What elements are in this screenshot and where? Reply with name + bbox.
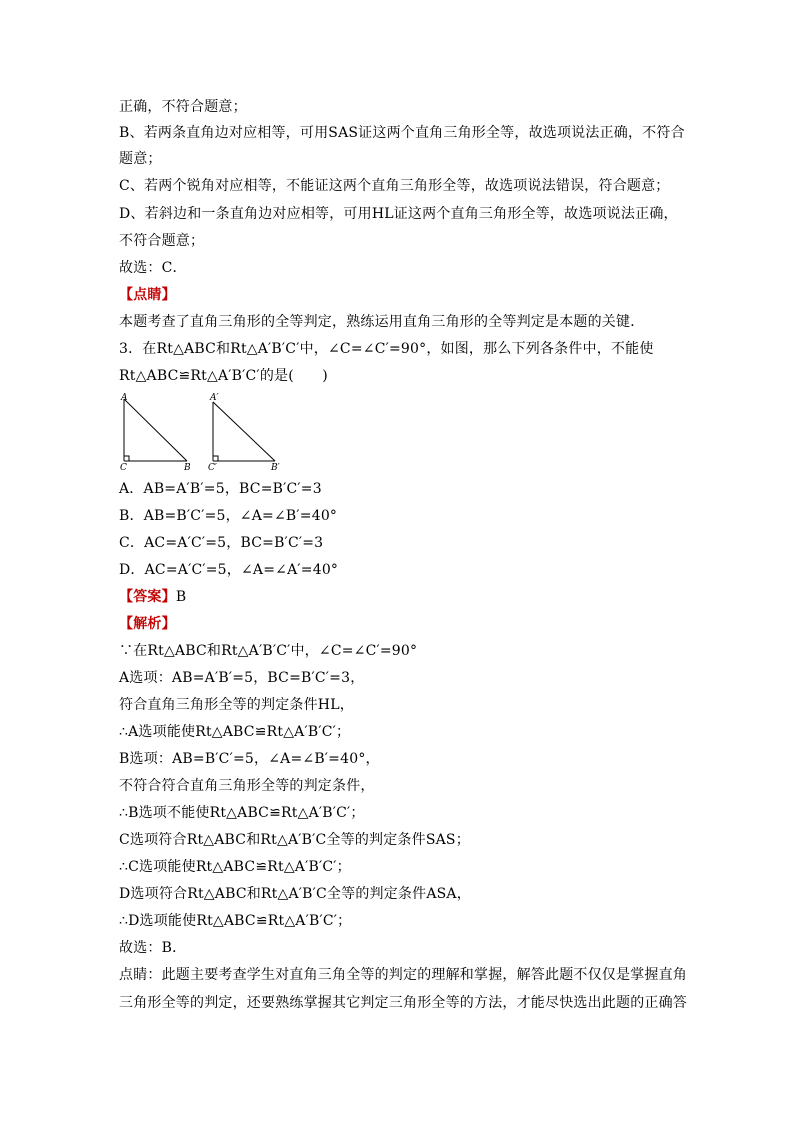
question-stem: Rt△ABC≌Rt△A′B′C′的是( )	[119, 368, 328, 384]
vertex-label-a: A	[121, 393, 128, 403]
answer-line	[119, 588, 689, 606]
section-heading-jiexi: 【解析】	[119, 616, 176, 632]
analysis-line: 不符合符合直角三角形全等的判定条件，	[119, 778, 375, 794]
text-line: 正确，不符合题意；	[119, 99, 247, 115]
triangle-abc	[124, 399, 187, 461]
text-line: D、若斜边和一条直角边对应相等，可用HL证这两个直角三角形全等，故选项说法正确，	[119, 206, 678, 222]
analysis-line: 符合直角三角形全等的判定条件HL，	[119, 697, 354, 713]
analysis-line: ∴A选项能使Rt△ABC≌Rt△A′B′C′；	[119, 724, 351, 740]
analysis-line: 三角形全等的判定，还要熟练掌握其它判定三角形全等的方法，才能尽快选出此题的正确答	[119, 995, 687, 1011]
triangle-a-prime-b-prime-c-prime	[213, 402, 275, 461]
analysis-line: 点睛：此题主要考查学生对直角三角全等的判定的理解和掌握，解答此题不仅仅是掌握直角	[119, 967, 687, 983]
question-stem: 3．在Rt△ABC和Rt△A′B′C′中，∠C=∠C′=90°，如图，那么下列各条件中，不能使	[119, 341, 654, 357]
analysis-line: ∴B选项不能使Rt△ABC≌Rt△A′B′C′；	[119, 805, 365, 821]
text-line: 不符合题意；	[119, 233, 205, 249]
analysis-line: ∵在Rt△ABC和Rt△A′B′C′中，∠C=∠C′=90°	[119, 643, 418, 659]
triangle-figure	[115, 392, 295, 472]
vertex-label-b-prime: B′	[271, 463, 280, 472]
answer-label: 【答案】	[119, 589, 176, 605]
section-heading-dianjing: 【点睛】	[119, 287, 176, 303]
option-c: C．AC=A′C′=5，BC=B′C′=3	[119, 535, 324, 551]
option-b: B．AB=B′C′=5，∠A=∠B′=40°	[119, 508, 338, 524]
text-line: C、若两个锐角对应相等，不能证这两个直角三角形全等，故选项说法错误，符合题意；	[119, 178, 670, 194]
vertex-label-c: C	[120, 463, 127, 472]
option-a: A．AB=A′B′=5，BC=B′C′=3	[119, 481, 322, 497]
analysis-line: C选项符合Rt△ABC和Rt△A′B′C全等的判定条件SAS；	[119, 832, 470, 848]
analysis-line: ∴D选项能使Rt△ABC≌Rt△A′B′C′；	[119, 913, 352, 929]
text-line: 本题考查了直角三角形的全等判定，熟练运用直角三角形的全等判定是本题的关键．	[119, 314, 645, 330]
vertex-label-c-prime: C′	[208, 463, 217, 472]
analysis-line: ∴C选项能使Rt△ABC≌Rt△A′B′C′；	[119, 859, 351, 875]
analysis-line: A选项：AB=A′B′=5，BC=B′C′=3，	[119, 670, 365, 686]
answer-value: B	[175, 589, 187, 605]
option-d: D．AC=A′C′=5，∠A=∠A′=40°	[119, 562, 339, 578]
text-line: 故选：C．	[119, 260, 187, 276]
vertex-label-b: B	[184, 463, 191, 472]
text-line: B、若两条直角边对应相等，可用SAS证这两个直角三角形全等，故选项说法正确，不符合	[119, 125, 685, 141]
text-line: 题意；	[119, 151, 162, 167]
vertex-label-a-prime: A′	[210, 393, 219, 403]
analysis-line: 故选：B．	[119, 940, 187, 956]
analysis-line: B选项：AB=B′C′=5，∠A=∠B′=40°，	[119, 751, 380, 767]
analysis-line: D选项符合Rt△ABC和Rt△A′B′C全等的判定条件ASA，	[119, 886, 471, 902]
